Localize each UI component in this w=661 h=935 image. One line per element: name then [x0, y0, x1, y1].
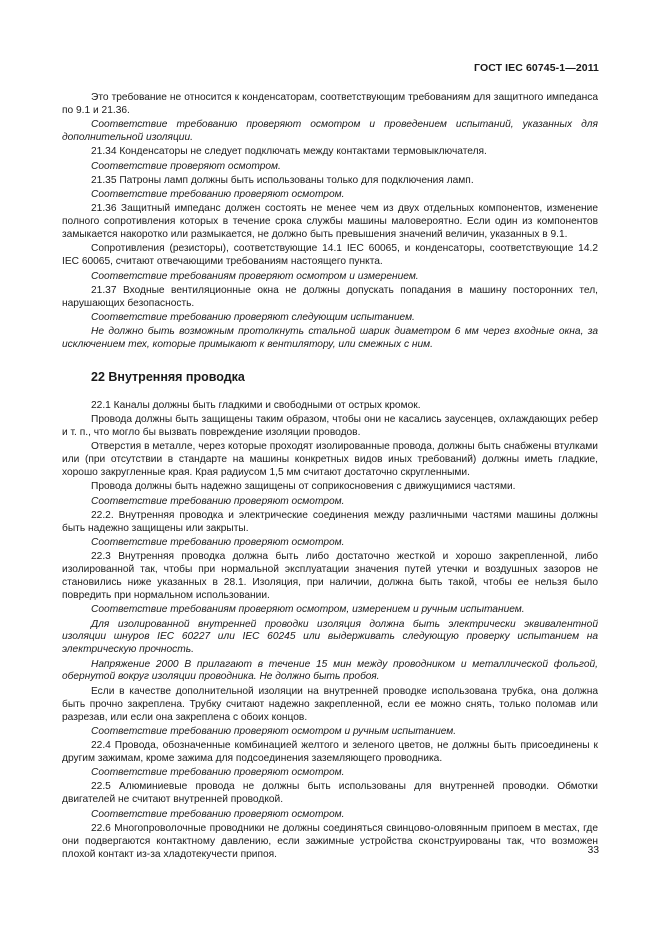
paragraph: Отверстия в металле, через которые проходят изолированные провода, должны быть снабжены втулками или (при отсутствии в стандарте на машины конкретных видов иных требований) должны иметь гладкие, хорошо закругленные края. Края радиусом 1,5 мм считают достаточно скругленными. [62, 441, 598, 479]
compliance-note: Соответствие требованию проверяют осмотром. [91, 767, 345, 779]
compliance-note: Соответствие требованию проверяют осмотром. [91, 537, 345, 549]
compliance-note: Соответствие проверяют осмотром. [91, 160, 281, 172]
paragraph: Если в качестве дополнительной изоляции на внутренней проводке использована трубка, она должна быть прочно закреплена. Трубку считают надежно закрепленной, если ее можно снять, только поломав или разрезав, или если она закреплена с обоих концов. [62, 685, 598, 723]
test-description: Напряжение 2000 В прилагают в течение 15 мин между проводником и металлической фольгой, обернутой вокруг изоляции проводника. Не должно быть пробоя. [62, 658, 598, 683]
standard-header: ГОСТ IEC 60745-1—2011 [474, 62, 599, 74]
test-description: Для изолированной внутренней проводки изоляция должна быть электрически эквивалентной изоляции шнуров IEC 60227 или IEC 60245 или выдерживать следующую проверку испытанием на электрическую прочность. [62, 618, 598, 656]
page-number: 33 [587, 845, 599, 856]
test-description: Не должно быть возможным протолкнуть стальной шарик диаметром 6 мм через входные окна, за исключением тех, которые примыкают к вентилятору, или смежных с ним. [62, 326, 598, 351]
clause-22-2: 22.2. Внутренняя проводка и электрические соединения между различными частями машины должны быть надежно защищены или закрыты. [62, 509, 598, 534]
clause-22-3: 22.3 Внутренняя проводка должна быть либо достаточно жесткой и хорошо закрепленной, либо изолированной так, чтобы при нормальной эксплуатации значения путей утечки и воздушных зазоров не становились ниже указанных в 28.1. Изоляция, при наличии, должна быть такой, чтобы ее нельзя было повредить при нормальном использовании. [62, 551, 598, 601]
clause-21-36: 21.36 Защитный импеданс должен состоять не менее чем из двух отдельных компонентов, изменение полного сопротивления которых в течение срока службы машины маловероятно. Если один из компонентов замыкается накоротко или размыкается, не должно быть превышения значений величин, указанных в 9.1. [62, 203, 598, 241]
clause-22-5: 22.5 Алюминиевые провода не должны быть использованы для внутренней проводки. Обмотки двигателей не считают внутренней проводкой. [62, 781, 598, 806]
clause-21-35: 21.35 Патроны ламп должны быть использованы только для подключения ламп. [91, 174, 474, 186]
compliance-note: Соответствие требованиям проверяют осмотром, измерением и ручным испытанием. [91, 604, 525, 616]
clause-21-34: 21.34 Конденсаторы не следует подключать между контактами термовыключателя. [91, 146, 487, 158]
section-heading: 22 Внутренняя проводка [91, 370, 245, 384]
paragraph: Провода должны быть надежно защищены от соприкосновения с движущимися частями. [91, 481, 516, 493]
compliance-note: Соответствие требованию проверяют осмотром. [91, 495, 345, 507]
clause-22-4: 22.4 Провода, обозначенные комбинацией желтого и зеленого цветов, не должны быть присоединены к другим зажимам, кроме зажима для подсоединения заземляющего проводника. [62, 740, 598, 764]
compliance-note: Соответствие требованиям проверяют осмотром и измерением. [91, 270, 419, 282]
compliance-note: Соответствие требованию проверяют осмотром и проведением испытаний, указанных для дополнительной изоляции. [62, 119, 598, 144]
compliance-note: Соответствие требованию проверяют осмотром. [91, 808, 345, 820]
document-body [62, 92, 598, 863]
clause-22-1: 22.1 Каналы должны быть гладкими и свободными от острых кромок. [91, 399, 421, 411]
compliance-note: Соответствие требованию проверяют осмотром. [91, 189, 345, 201]
compliance-note: Соответствие требованию проверяют осмотром и ручным испытанием. [91, 725, 457, 737]
paragraph: Провода должны быть защищены таким образом, чтобы они не касались заусенцев, охлаждающих ребер и т. п., что могло бы вызвать повреждение изоляции проводов. [62, 414, 598, 439]
clause-21-37: 21.37 Входные вентиляционные окна не должны допускать попадания в машину посторонних тел, нарушающих безопасность. [62, 284, 598, 309]
compliance-note: Соответствие требованию проверяют следующим испытанием. [91, 311, 415, 323]
paragraph: Сопротивления (резисторы), соответствующие 14.1 IEC 60065, и конденсаторы, соответствующие 14.2 IEC 60065, считают отвечающими требованиям настоящего пункта. [62, 243, 598, 268]
clause-22-6: 22.6 Многопроволочные проводники не должны соединяться свинцово-оловянным припоем в местах, где они подвергаются контактному давлению, если зажимные устройства сконструированы так, что возможен плохой контакт из-за хладотекучести припоя. [62, 822, 598, 860]
paragraph: Это требование не относится к конденсаторам, соответствующим требованиям для защитного импеданса по 9.1 и 21.36. [62, 92, 598, 116]
